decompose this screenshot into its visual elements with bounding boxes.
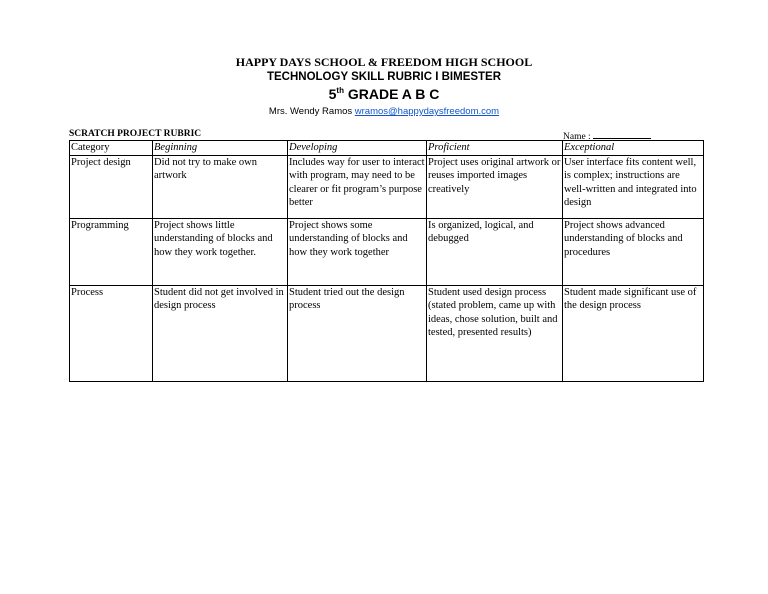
section-label: SCRATCH PROJECT RUBRIC: [69, 129, 202, 139]
exceptional-cell: User interface fits content well, is complex; instructions are well-written and integrated into design: [563, 155, 704, 218]
beginning-cell: Did not try to make own artwork: [153, 155, 288, 218]
developing-cell: Includes way for user to interact with program, may need to be clearer or fit program’s purpose better: [288, 155, 427, 218]
grade-suffix: th: [336, 86, 344, 95]
beginning-cell: Project shows little understanding of blocks and how they work together.: [153, 218, 288, 285]
proficient-cell: Student used design process (stated problem, came up with ideas, chose solution, built and tested, presented results): [427, 285, 563, 381]
header-exceptional: Exceptional: [563, 141, 704, 156]
rubric-table: [69, 140, 704, 382]
category-cell: Programming: [70, 218, 153, 285]
header-proficient: Proficient: [427, 141, 563, 156]
name-blank-line: [593, 129, 651, 139]
proficient-cell: Is organized, logical, and debugged: [427, 218, 563, 285]
name-label: Name :: [563, 132, 591, 142]
header-category: Category: [70, 141, 153, 156]
developing-cell: Project shows some understanding of blocks and how they work together: [288, 218, 427, 285]
beginning-cell: Student did not get involved in design process: [153, 285, 288, 381]
teacher-line: [0, 106, 768, 117]
developing-cell: Student tried out the design process: [288, 285, 427, 381]
header-beginning: Beginning: [153, 141, 288, 156]
rubric-title: TECHNOLOGY SKILL RUBRIC I BIMESTER: [266, 71, 502, 83]
header-developing: Developing: [288, 141, 427, 156]
teacher-email-link[interactable]: wramos@happydaysfreedom.com: [354, 106, 500, 117]
school-title: HAPPY DAYS SCHOOL & FREEDOM HIGH SCHOOL: [235, 55, 533, 69]
grade-number: 5: [328, 86, 337, 102]
grade-text: GRADE A B C: [343, 86, 440, 102]
table-header-row: [70, 141, 704, 156]
table-row: [70, 218, 704, 285]
proficient-cell: Project uses original artwork or reuses imported images creatively: [427, 155, 563, 218]
category-cell: Process: [70, 285, 153, 381]
table-row: [70, 285, 704, 381]
grade-title: [0, 86, 768, 102]
table-row: [70, 155, 704, 218]
category-cell: Project design: [70, 155, 153, 218]
exceptional-cell: Project shows advanced understanding of blocks and procedures: [563, 218, 704, 285]
teacher-name: Mrs. Wendy Ramos: [268, 106, 355, 117]
exceptional-cell: Student made significant use of the design process: [563, 285, 704, 381]
